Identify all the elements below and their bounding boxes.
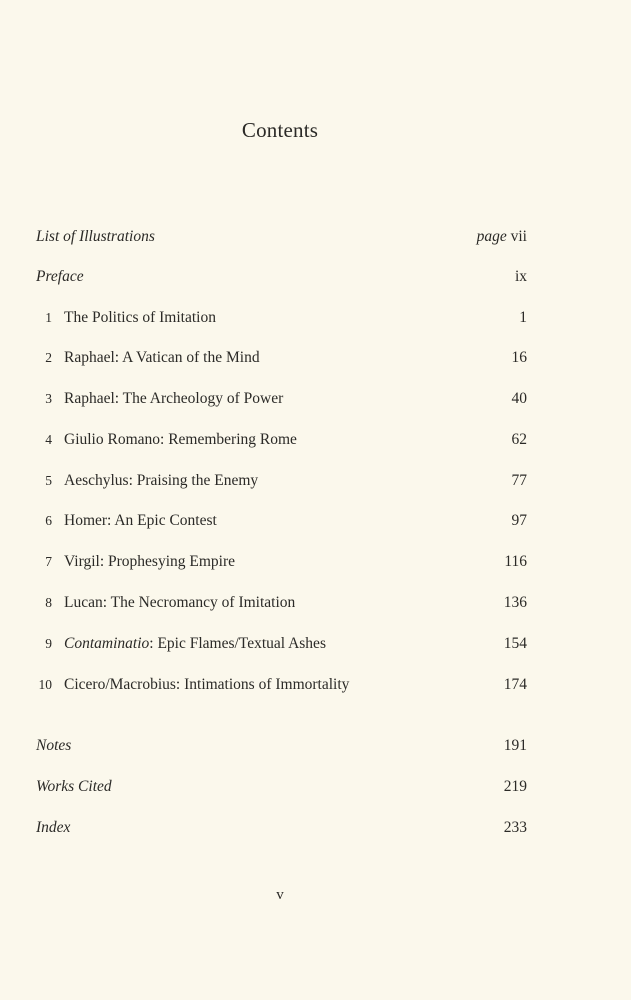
entry-page: 154 [503, 635, 527, 652]
entry-page: 77 [511, 472, 527, 489]
entry-page: 40 [511, 390, 527, 407]
entry-page: 97 [511, 512, 527, 529]
toc-entry-chapter-2[interactable] [36, 346, 527, 370]
page-number: vii [510, 228, 527, 245]
chapter-number: 3 [45, 391, 52, 406]
toc-entry-notes[interactable] [36, 734, 527, 758]
chapter-title: Giulio Romano: Remembering Rome [64, 431, 297, 448]
toc-entry-chapter-5[interactable] [36, 469, 527, 493]
entry-page: 1 [519, 309, 527, 326]
entry-title: Index [36, 819, 71, 836]
toc-entry-chapter-4[interactable] [36, 428, 527, 452]
chapter-title: Raphael: A Vatican of the Mind [64, 349, 260, 366]
chapter-title [64, 632, 326, 656]
chapter-title: Raphael: The Archeology of Power [64, 390, 284, 407]
entry-page: 62 [511, 431, 527, 448]
chapter-title: Virgil: Prophesying Empire [64, 553, 235, 570]
entry-page [477, 225, 527, 249]
entry-title: Notes [36, 737, 72, 754]
entry-page: 136 [503, 594, 527, 611]
table-of-contents [36, 0, 527, 1000]
toc-entry-chapter-1[interactable] [36, 306, 527, 330]
chapter-number: 10 [38, 677, 52, 692]
toc-entry-chapter-6[interactable] [36, 509, 527, 533]
chapter-title: Lucan: The Necromancy of Imitation [64, 594, 296, 611]
entry-page: 116 [504, 553, 527, 570]
entry-page: 174 [503, 676, 527, 693]
chapter-number: 7 [45, 554, 52, 569]
toc-entry-chapter-10[interactable] [36, 673, 527, 697]
toc-entry-chapter-3[interactable] [36, 387, 527, 411]
chapter-title: Cicero/Macrobius: Intimations of Immortality [64, 676, 350, 693]
chapter-title: Aeschylus: Praising the Enemy [64, 472, 259, 489]
chapter-title-rest: : Epic Flames/Textual Ashes [149, 635, 326, 652]
page-title: Contents [241, 118, 319, 142]
chapter-number: 2 [45, 350, 52, 365]
chapter-number: 6 [45, 513, 52, 528]
entry-title: Preface [36, 268, 84, 285]
toc-entry-chapter-8[interactable] [36, 591, 527, 615]
entry-page: 191 [503, 737, 527, 754]
chapter-number: 8 [45, 595, 52, 610]
page-prefix: page [476, 228, 507, 245]
toc-entry-list-of-illustrations[interactable] [36, 225, 527, 249]
entry-page: 16 [511, 349, 527, 366]
chapter-number: 1 [45, 310, 52, 325]
chapter-title-italic: Contaminatio [64, 635, 150, 652]
entry-page: 219 [503, 778, 527, 795]
page-folio: v [276, 887, 284, 903]
chapter-title: Homer: An Epic Contest [64, 512, 217, 529]
chapter-number: 5 [45, 473, 52, 488]
entry-page: ix [514, 268, 527, 285]
toc-entry-works-cited[interactable] [36, 775, 527, 799]
toc-entry-chapter-7[interactable] [36, 550, 527, 574]
chapter-number: 4 [45, 432, 52, 447]
chapter-title: The Politics of Imitation [64, 309, 216, 326]
entry-page: 233 [503, 819, 527, 836]
entry-title: Works Cited [36, 778, 112, 795]
toc-entry-preface[interactable] [36, 265, 527, 289]
chapter-number: 9 [45, 636, 52, 651]
toc-entry-chapter-9[interactable] [36, 632, 527, 656]
entry-title: List of Illustrations [36, 228, 155, 245]
toc-entry-index[interactable] [36, 816, 527, 840]
